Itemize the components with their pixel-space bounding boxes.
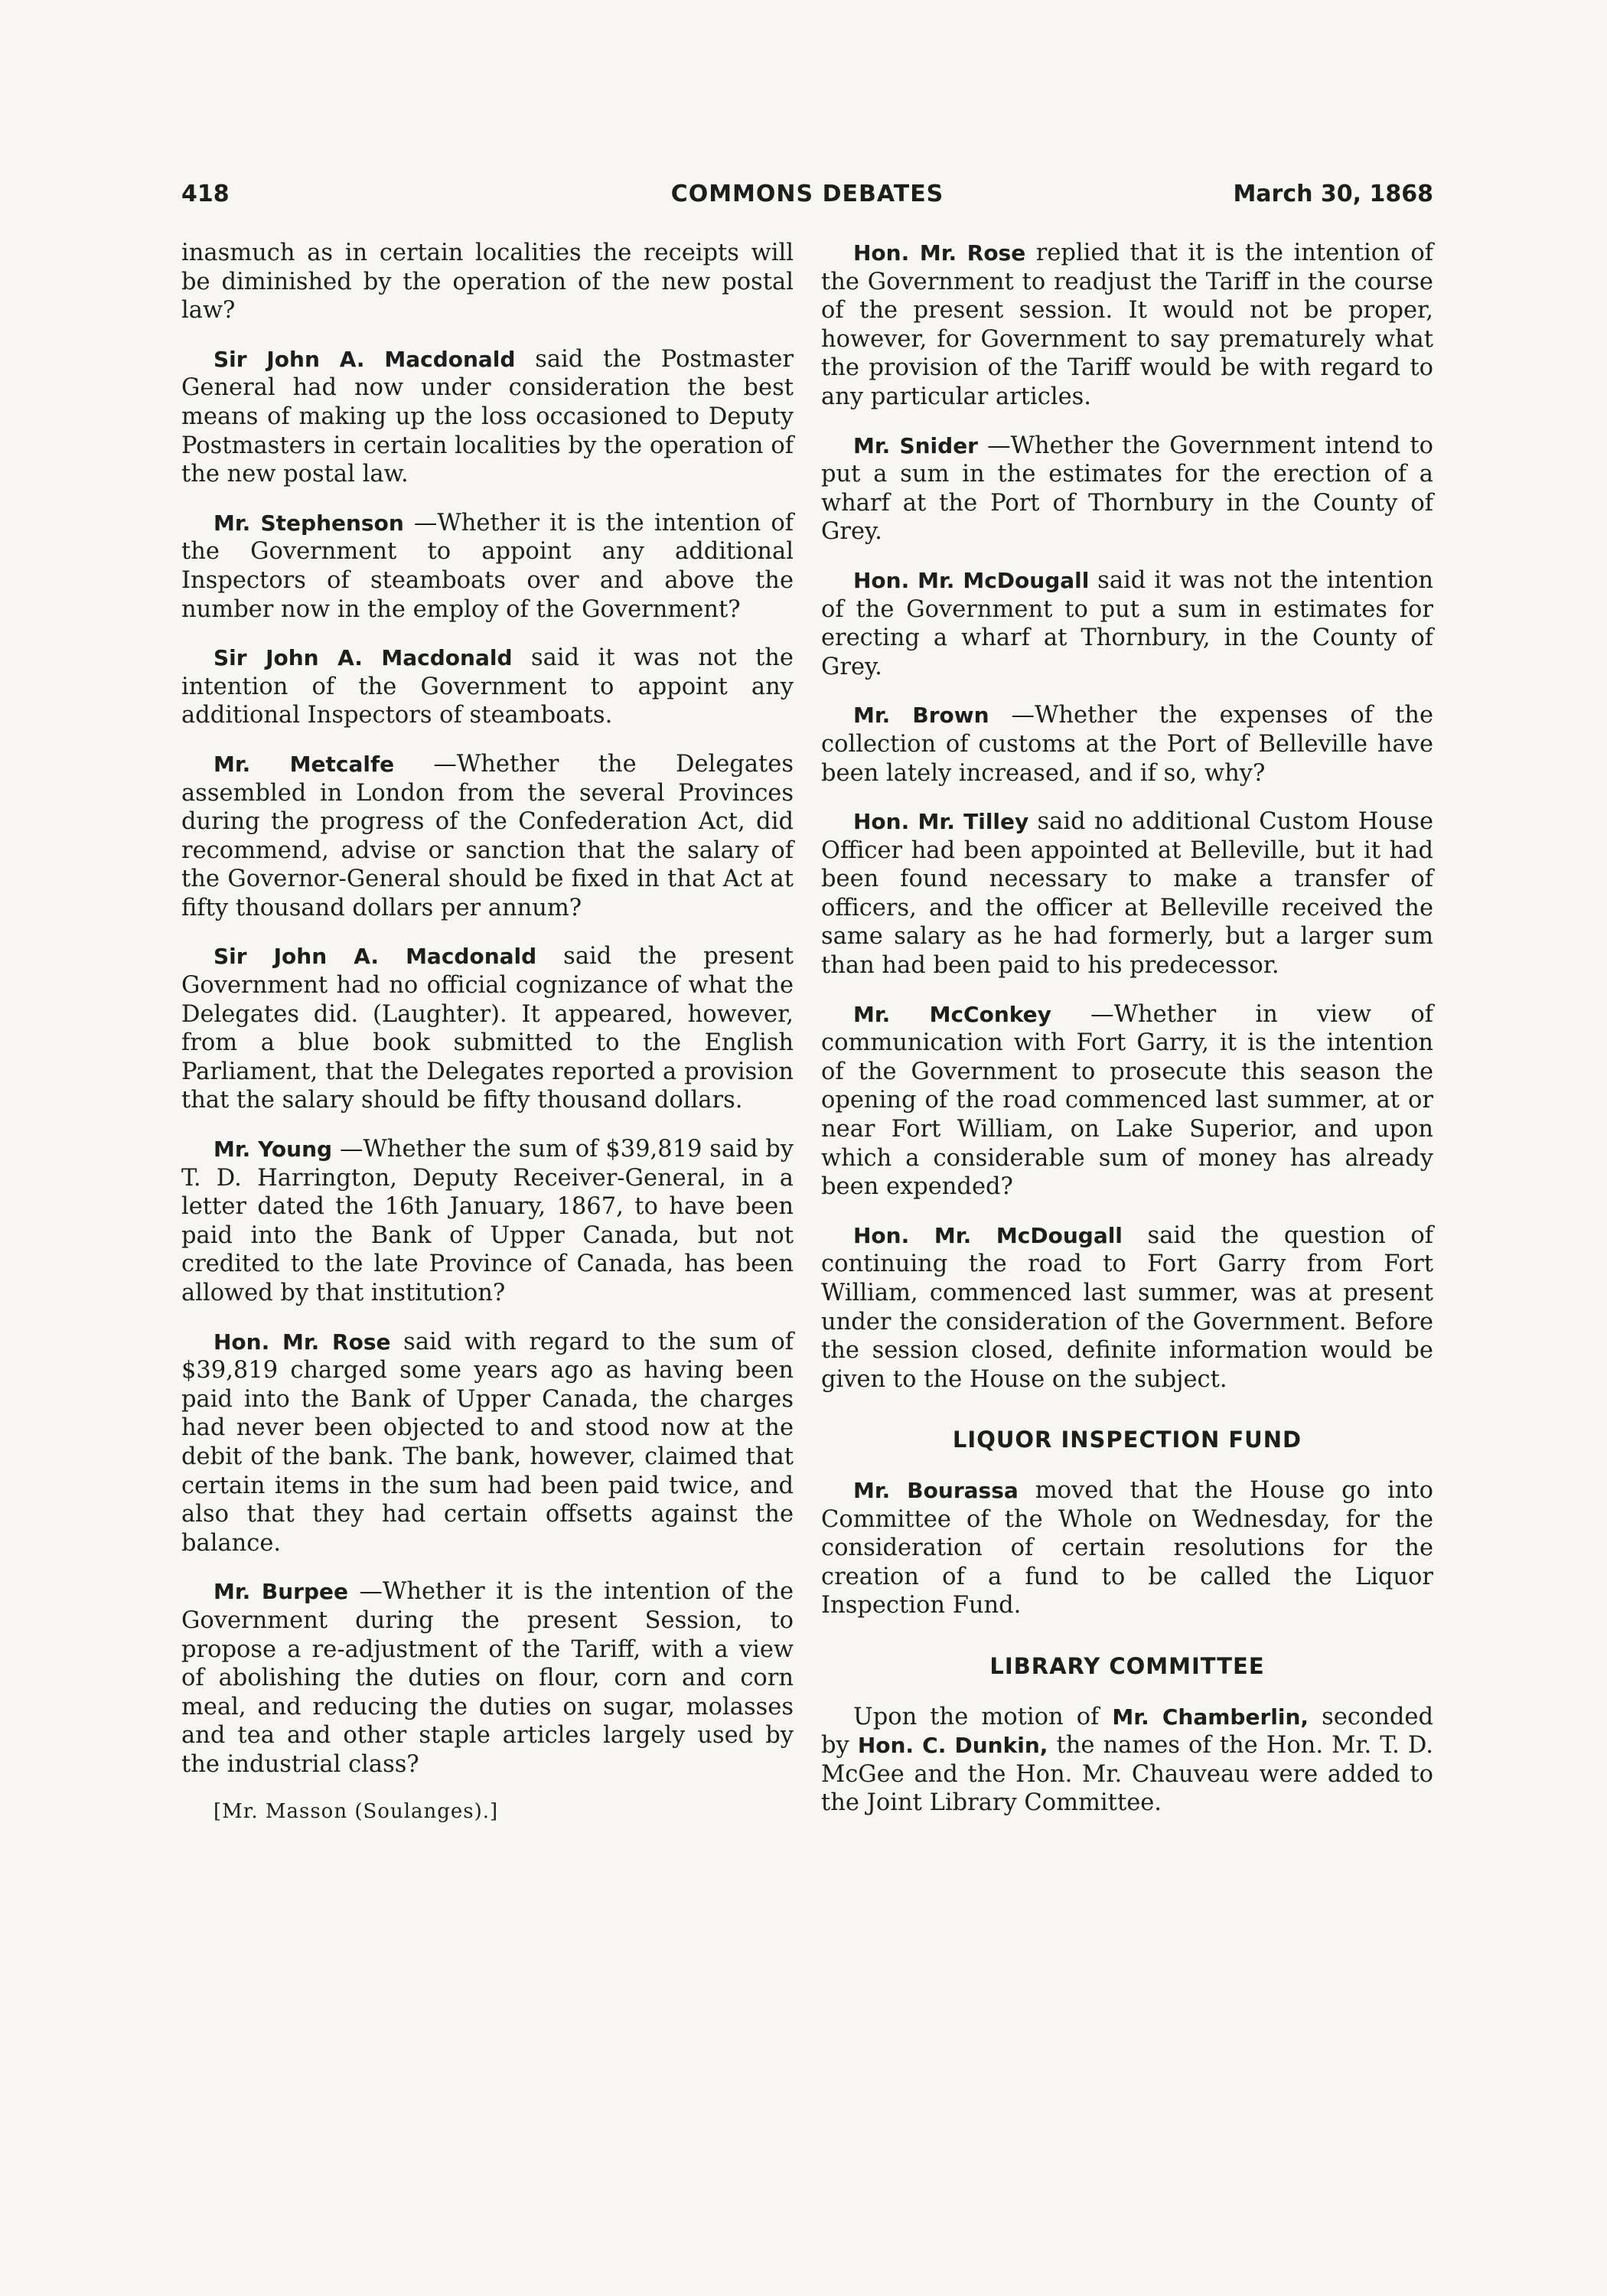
paragraph-text: —Whether the Government intend to put a sum in the estimates for the erection of a wharf at the Port of Thornbury in the County of Grey. — [821, 432, 1434, 546]
page-date: March 30, 1868 — [1233, 181, 1433, 207]
paragraph-text: seconded by — [821, 1703, 1433, 1760]
paragraph — [821, 566, 1433, 681]
paragraph — [181, 239, 794, 325]
paragraph — [821, 1476, 1433, 1620]
paragraph-text: said no additional Custom House Officer had been appointed at Belleville, but it had been found necessary to make a transfer of officers, and the officer at Belleville received the same salary as he had formerly, but a larger sum than had been paid to his predecessor. — [821, 808, 1433, 980]
paragraph-text: said the question of continuing the road to Fort Garry from Fort William, commenced last summer, was at present under the consideration of the Government. Before the session closed, definite information would be given to the House on the subject. — [821, 1221, 1434, 1393]
section-heading: LIQUOR INSPECTION FUND — [952, 1427, 1302, 1453]
speaker-name: Hon. Mr. Rose — [853, 240, 1026, 266]
paragraph-text: moved that the House go into Committee of the Whole on Wednesday, for the consideration of certain resolutions for the creation of a fund to be called the Liquor Inspection Fund. — [821, 1476, 1433, 1619]
speaker-name: Mr. Burpee — [214, 1579, 348, 1605]
speaker-name: Hon. Mr. Tilley — [853, 809, 1029, 835]
paragraph-text: —Whether it is the intention of the Government during the present Session, to propose a re-adjustment of the Tariff, with a view of abolishing the duties on flour, corn and corn meal, and reducing the duties on sugar, molasses and tea and other staple articles largely used by the industrial class? — [181, 1578, 794, 1778]
paragraph-text: said the present Government had no official cognizance of what the Delegates did. (Laughter). It appeared, however, from a blue book submitted to the English Parliament, that the Delegates reported a provision that the salary should be fifty thousand dollars. — [181, 943, 794, 1114]
paragraph-text: —Whether it is the intention of the Government to appoint any additional Inspectors of steamboats over and above the number now in the employ of the Government? — [181, 509, 794, 623]
paragraph-text: the names of the Hon. Mr. T. D. McGee and the Hon. Mr. Chauveau were added to the Joint Library Committee. — [821, 1732, 1433, 1817]
paragraph — [821, 432, 1433, 546]
paragraph-text: replied that it is the intention of the Government to readjust the Tariff in the course of the present session. It would not be proper, however, for Government to say prematurely what the provision of the Tariff would be with regard to any particular articles. — [821, 240, 1433, 410]
paragraph-text: —Whether in view of communication with Fort Garry, it is the intention of the Government to prosecute this season the opening of the road commenced last summer, at or near Fort William, on Lake Superior, and upon which a considerable sum of money has already been expended? — [821, 1000, 1433, 1201]
paragraph — [181, 750, 794, 923]
speaker-name: Sir John A. Macdonald — [214, 645, 513, 671]
paragraph-text: said with regard to the sum of $39,819 charged some years ago as having been paid into the Bank of Upper Canada, the charges had never been objected to and stood now at the debit of the bank. The bank, however, claimed that certain items in the sum had been paid twice, and also that they had certain offsetts against the balance. — [181, 1328, 794, 1557]
speaker-name: Sir John A. Macdonald — [214, 346, 516, 372]
paragraph — [181, 942, 794, 1115]
paragraph — [181, 509, 794, 624]
speaker-name: Hon. C. Dunkin, — [857, 1733, 1048, 1759]
paragraph — [181, 1328, 794, 1558]
paragraph — [821, 807, 1433, 980]
paragraph — [181, 1577, 794, 1779]
speaker-name: Hon. Mr. McDougall — [853, 567, 1090, 593]
paragraph — [821, 1000, 1433, 1202]
paragraph — [821, 1221, 1433, 1394]
speaker-name: Mr. Young — [214, 1137, 333, 1163]
speaker-name: Hon. Mr. McDougall — [853, 1222, 1123, 1248]
paragraph-text: said it was not the intention of the Government to put a sum in estimates for erecting a wharf at Thornbury, in the County of Grey. — [821, 566, 1433, 680]
speaker-name: Mr. Chamberlin, — [1112, 1704, 1309, 1730]
paragraph — [181, 1135, 794, 1308]
paragraph — [821, 701, 1433, 788]
right-column — [821, 239, 1433, 1838]
speaker-name: Mr. Stephenson — [214, 510, 404, 536]
speaker-name: Sir John A. Macdonald — [214, 944, 537, 970]
journal-title: COMMONS DEBATES — [670, 181, 944, 207]
paragraph-text: inasmuch as in certain localities the receipts will be diminished by the operation of the new postal law? — [181, 240, 794, 325]
speaker-name: Hon. Mr. Rose — [214, 1329, 391, 1355]
left-column — [181, 239, 794, 1824]
page-number: 418 — [181, 181, 230, 207]
paragraph — [181, 644, 794, 730]
paragraph — [821, 1703, 1433, 1818]
speaker-name: Mr. Snider — [853, 432, 978, 458]
footer-note: [Mr. Masson (Soulanges).] — [214, 1799, 499, 1823]
paragraph — [821, 239, 1433, 412]
paragraph — [181, 345, 794, 489]
paragraph-text: Upon the motion of — [853, 1703, 1113, 1730]
paragraph-text: said it was not the intention of the Government to appoint any additional Inspectors of steamboats. — [181, 644, 794, 729]
speaker-name: Mr. McConkey — [853, 1001, 1051, 1027]
paragraph-text: —Whether the expenses of the collection of customs at the Port of Belleville have been lately increased, and if so, why? — [821, 702, 1433, 787]
paragraph-text: —Whether the sum of $39,819 said by T. D. Harrington, Deputy Receiver-General, in a letter dated the 16th January, 1867, to have been paid into the Bank of Upper Canada, but not credited to the late Province of Canada, has been allowed by that institution? — [181, 1136, 794, 1306]
paragraph-text: —Whether the Delegates assembled in London from the several Provinces during the progress of the Confederation Act, did recommend, advise or sanction that the salary of the Governor-General should be fixed in that Act at fifty thousand dollars per annum? — [181, 750, 794, 921]
section-heading: LIBRARY COMMITTEE — [989, 1652, 1265, 1679]
speaker-name: Mr. Metcalfe — [214, 751, 395, 777]
speaker-name: Mr. Brown — [853, 703, 989, 729]
page-header — [181, 181, 1433, 216]
speaker-name: Mr. Bourassa — [853, 1477, 1019, 1503]
paragraph-text: said the Postmaster General had now under consideration the best means of making up the loss occasioned to Deputy Postmasters in certain localities by the operation of the new postal law. — [181, 345, 794, 488]
